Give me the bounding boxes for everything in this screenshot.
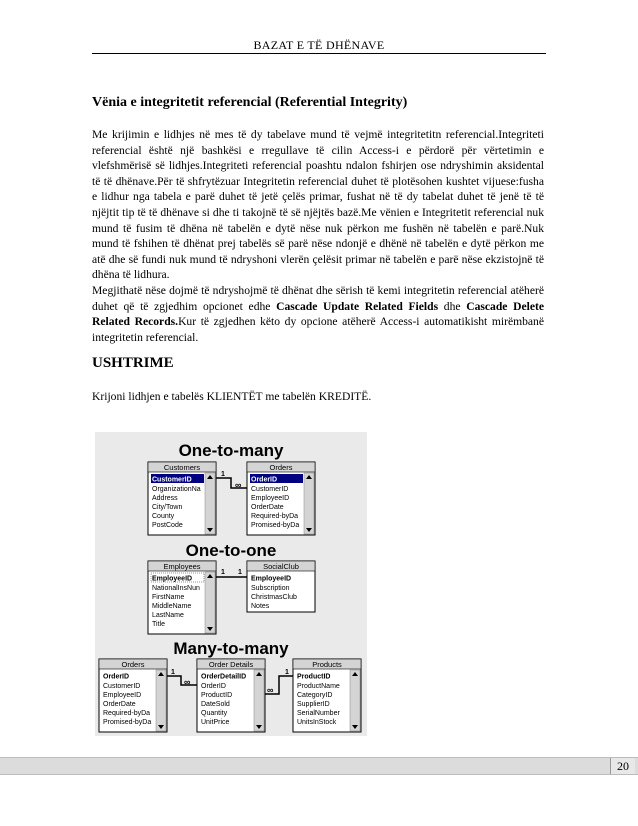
products-field: SerialNumber [297, 710, 340, 717]
order-details-field: DateSold [201, 701, 230, 708]
one-symbol: 1 [221, 471, 225, 478]
orders-field: Required-byDa [251, 513, 299, 520]
products-scrollbar[interactable] [350, 670, 360, 731]
products-field: SupplierID [297, 701, 330, 708]
footer-bar [0, 757, 638, 775]
section-title: Vënia e integritetit referencial (Referential Integrity) [92, 95, 408, 110]
mm-orders-field: OrderID [103, 673, 130, 681]
many-symbol: ∞ [235, 480, 242, 490]
mm-orders-field: Promised-byDa [103, 719, 152, 726]
customers-field: City/Town [152, 504, 183, 511]
one-to-many-title: One-to-many [178, 441, 284, 460]
products-field: ProductID [297, 673, 331, 681]
paragraph-2-text-2: dhe [438, 299, 467, 313]
order-details-field: Quantity [201, 710, 228, 717]
order-details-scrollbar[interactable] [254, 670, 264, 731]
customers-field: CustomerID [152, 476, 192, 484]
mm-orders-scrollbar[interactable] [156, 670, 166, 731]
exercise-text: Krijoni lidhjen e tabelës KLIENTËT me tabelën KREDITË. [92, 390, 372, 403]
orders-field: OrderID [251, 476, 278, 484]
mm-many-symbol-left: ∞ [184, 677, 191, 687]
employees-field: MiddleName [152, 603, 192, 610]
orders-field: EmployeeID [251, 495, 290, 502]
relationship-diagram [95, 432, 367, 736]
socialclub-table [247, 561, 315, 612]
customers-field: PostCode [152, 522, 183, 529]
order-details-field: ProductID [201, 692, 233, 699]
one-to-one-title: One-to-one [185, 541, 277, 560]
customers-table-name: Customers [163, 463, 201, 472]
customers-table [148, 462, 216, 535]
customers-field: OrganizationNa [152, 486, 201, 493]
one-symbol-left: 1 [221, 569, 225, 576]
employees-field: NationalInsNun [152, 585, 200, 592]
paragraph-2 [92, 283, 544, 345]
order-details-field: OrderID [201, 683, 226, 690]
socialclub-field: EmployeeID [251, 575, 292, 583]
paragraph-2-text-3: Kur të zgjedhen këto dy opcione atëherë Access-i automatikisht mirëmbanë integritetin referencial. [92, 315, 544, 344]
products-field: ProductName [297, 683, 340, 690]
employees-field: FirstName [152, 594, 185, 601]
order-details-field: OrderDetailID [201, 673, 247, 681]
page-number: 20 [610, 758, 635, 774]
order-details-table-name: Order Details [208, 660, 254, 669]
orders-scrollbar[interactable] [304, 473, 314, 534]
products-field: UnitsInStock [297, 719, 337, 726]
products-field: CategoryID [297, 692, 333, 699]
cascade-update-term: Cascade Update Related Fields [276, 299, 439, 313]
mm-orders-field: Required-byDa [103, 710, 151, 717]
employees-table-name: Employees [163, 562, 201, 571]
paragraph-1: Me krijimin e lidhjes në mes të dy tabelave mund të vejmë integritetitn referencial.Integriteti referencial është një bashkësi e rregullave të cilin Access-i e përdorë për vërtetimin e vlefshmërisë së lidhjes.Integriteti referencial poashtu ndalon fshirjen ose ndryshimin aksidental të të dhënave.Për të shfrytëzuar Integritetin referencial duhet të plotësohen kushtet vijuese:fusha e lidhur nga tabela e parë duhet të jetë çelës primar, fushat në të dy tabelat duhet të jenë të të njëjtit tip të të dhënave si dhe ti takojnë të së njëjtës bazë.Me vënien e Integritetit referencial nuk mund të fusim të dhëna në tabelën e dytë nëse nuk përkon me fushën në tabelën e parë.Nuk mund të fshihen të dhënat prej tabelës së parë nëse ndonjë e dhënë në tabelën e dytë përkon me atë dhe së fundi nuk mund të ndryshoni vlerën çelësit primar në tabelën e parë nëse ekzistojnë të dhëna të lidhura. [92, 128, 544, 282]
employees-table [148, 561, 216, 634]
many-to-many-title: Many-to-many [173, 639, 289, 658]
order-details-field: UnitPrice [201, 719, 230, 726]
socialclub-field: ChristmasClub [251, 594, 297, 601]
mm-orders-field: CustomerID [103, 683, 141, 690]
mm-orders-table [99, 659, 167, 732]
mm-many-symbol-right: ∞ [267, 685, 274, 695]
orders-field: CustomerID [251, 486, 289, 493]
customers-field: County [152, 513, 175, 520]
orders-table [247, 462, 315, 535]
customers-scrollbar[interactable] [205, 473, 215, 534]
order-details-table [197, 659, 265, 732]
exercises-heading: USHTRIME [92, 355, 174, 371]
paragraph-2-text-1: Megjithatë nëse dojmë të ndryshojmë të dhënat dhe sërish të kemi integritetin referencial atëherë duhet që të zgjedhim opcionet edhe [92, 284, 544, 313]
mm-orders-field: EmployeeID [103, 692, 142, 699]
mm-one-symbol-right: 1 [285, 669, 289, 676]
employees-field: Title [152, 621, 165, 628]
socialclub-field: Notes [251, 603, 270, 610]
orders-table-name: Orders [269, 463, 293, 472]
orders-field: Promised-byDa [251, 522, 300, 529]
one-symbol-right: 1 [238, 569, 242, 576]
orders-field: OrderDate [251, 504, 284, 511]
employees-field: LastName [152, 612, 184, 619]
socialclub-table-name: SocialClub [263, 562, 299, 571]
header-rule [92, 53, 546, 54]
employees-field: EmployeeID [152, 575, 193, 583]
products-table [293, 659, 361, 732]
employees-scrollbar[interactable] [205, 572, 215, 633]
page-header: BAZAT E TË DHËNAVE [253, 38, 385, 52]
products-table-name: Products [312, 660, 342, 669]
mm-orders-field: OrderDate [103, 701, 136, 708]
customers-field: Address [152, 495, 178, 502]
mm-orders-table-name: Orders [121, 660, 145, 669]
cascade-delete-term: Cascade Delete Related Records. [92, 299, 544, 329]
mm-one-symbol-left: 1 [171, 669, 175, 676]
socialclub-field: Subscription [251, 585, 290, 592]
